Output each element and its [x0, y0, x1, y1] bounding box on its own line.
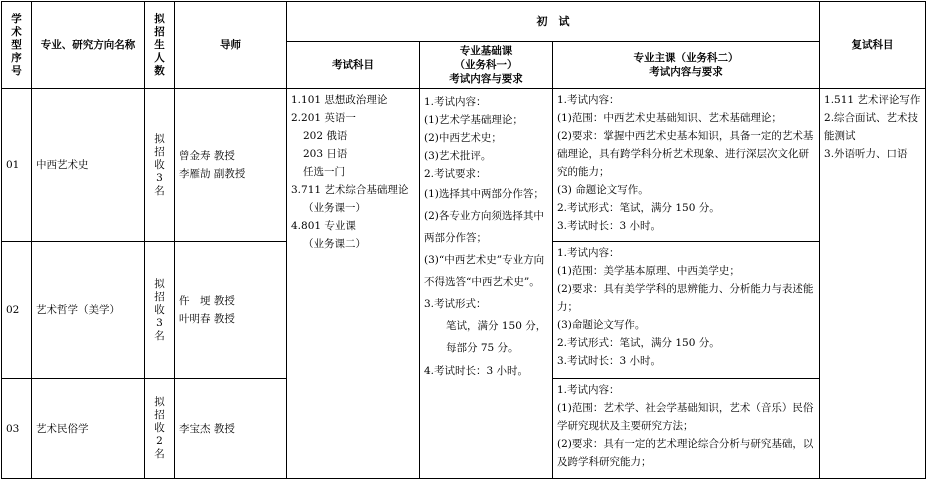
main-line: (2)要求：具有一定的艺术理论综合分析与研究基础，以及跨学科研究能力；: [557, 438, 814, 468]
tutor-cell: [175, 242, 287, 379]
tutor-name: 仵 埂 教授: [179, 295, 235, 307]
subject-line: 3.711 艺术综合基础理论: [291, 184, 409, 196]
retest-line: 2.综合面试、艺术技能测试: [824, 112, 919, 142]
subject-line: 1.101 思想政治理论: [291, 94, 388, 106]
seq-cell: 01: [2, 89, 32, 242]
tutor-name: 曾金寿 教授: [179, 150, 235, 162]
major-cell: 艺术民俗学: [32, 379, 145, 479]
header-subjects: 考试科目: [287, 42, 420, 89]
retest-line: 3.外语听力、口语: [824, 148, 908, 160]
main-line: 3.考试时长：3 小时。: [557, 355, 662, 367]
header-quota: 拟 招 生 人 数: [145, 2, 175, 89]
major-cell: 艺术哲学（美学）: [32, 242, 145, 379]
header-main: 专业主课（业务科二） 考试内容与要求: [553, 42, 820, 89]
basic-line: (3)艺术批评。: [424, 150, 492, 162]
main-line: 1.考试内容：: [557, 94, 620, 106]
quota-cell: 拟 招 收 3 名: [145, 89, 175, 242]
header-major: 专业、研究方向名称: [32, 2, 145, 89]
basic-line: 4.考试时长：3 小时。: [424, 365, 529, 377]
subject-line: 2.201 英语一: [291, 112, 356, 124]
main-line: (1)范围：美学基本原理、中西美学史；: [557, 265, 740, 277]
subject-line: 4.801 专业课: [291, 220, 356, 232]
exam-subjects-cell: [287, 89, 420, 479]
subject-line: 202 俄语: [303, 130, 348, 142]
header-initial: 初 试: [287, 2, 820, 42]
main-line: (3)命题论文写作。: [557, 319, 646, 331]
main-course-cell: [553, 379, 820, 479]
main-line: 3.考试时长：3 小时。: [557, 220, 662, 232]
basic-line: 1.考试内容：: [424, 96, 487, 108]
main-line: 1.考试内容：: [557, 384, 620, 396]
tutor-cell: [175, 89, 287, 242]
subject-line: 203 日语: [303, 148, 348, 160]
tutor-cell: [175, 379, 287, 479]
program-table: [1, 1, 926, 479]
basic-line: (1)艺术学基础理论；: [424, 114, 523, 126]
main-line: (2)要求：掌握中西艺术史基本知识，具备一定的艺术基础理论，具有跨学科分析艺术现象、进行深层次文化研究的能力；: [557, 130, 814, 178]
subject-line: （业务课二）: [303, 238, 366, 250]
main-line: (1)范围：中西艺术史基础知识、艺术基础理论；: [557, 112, 782, 124]
major-cell: 中西艺术史: [32, 89, 145, 242]
main-line: (3) 命题论文写作。: [557, 184, 649, 196]
main-line: 2.考试形式：笔试，满分 150 分。: [557, 202, 720, 214]
header-tutor: 导师: [175, 2, 287, 89]
subject-line: （业务课一）: [303, 202, 366, 214]
main-line: 1.考试内容：: [557, 247, 620, 259]
retest-line: 1.511 艺术评论写作: [824, 94, 921, 106]
header-retest: 复试科目: [820, 2, 926, 89]
main-line: (2)要求：具有美学学科的思辨能力、分析能力与表述能力；: [557, 283, 814, 313]
seq-cell: 03: [2, 379, 32, 479]
subject-line: 任选一门: [303, 166, 345, 178]
tutor-name: 李雁劼 副教授: [179, 168, 246, 180]
basic-course-cell: [420, 89, 553, 479]
main-line: 2.考试形式：笔试，满分 150 分。: [557, 337, 720, 349]
main-course-cell: [553, 89, 820, 242]
header-basic: 专业基础课 （业务科一） 考试内容与要求: [420, 42, 553, 89]
tutor-name: 叶明春 教授: [179, 313, 235, 325]
main-course-cell: [553, 242, 820, 379]
seq-cell: 02: [2, 242, 32, 379]
main-line: (1)范围：艺术学、社会学基础知识，艺术（音乐）民俗学研究现状及主要研究方法；: [557, 402, 814, 432]
basic-line: 2.考试要求：: [424, 168, 487, 180]
quota-cell: 拟 招 收 3 名: [145, 242, 175, 379]
basic-line: 笔试，满分 150 分，每部分 75 分。: [446, 320, 547, 354]
header-seq: 学 术 型 序 号: [2, 2, 32, 89]
basic-line: 3.考试形式：: [424, 298, 487, 310]
basic-line: (2)各专业方向须选择其中两部分作答；: [424, 210, 544, 244]
tutor-name: 李宝杰 教授: [179, 422, 235, 435]
basic-line: (3)“中西艺术史”专业方向不得选答“中西艺术史”。: [424, 254, 545, 288]
basic-line: (1)选择其中两部分作答；: [424, 188, 544, 200]
retest-cell: [820, 89, 926, 479]
basic-line: (2)中西艺术史；: [424, 132, 502, 144]
quota-cell: 拟 招 收 2 名: [145, 379, 175, 479]
